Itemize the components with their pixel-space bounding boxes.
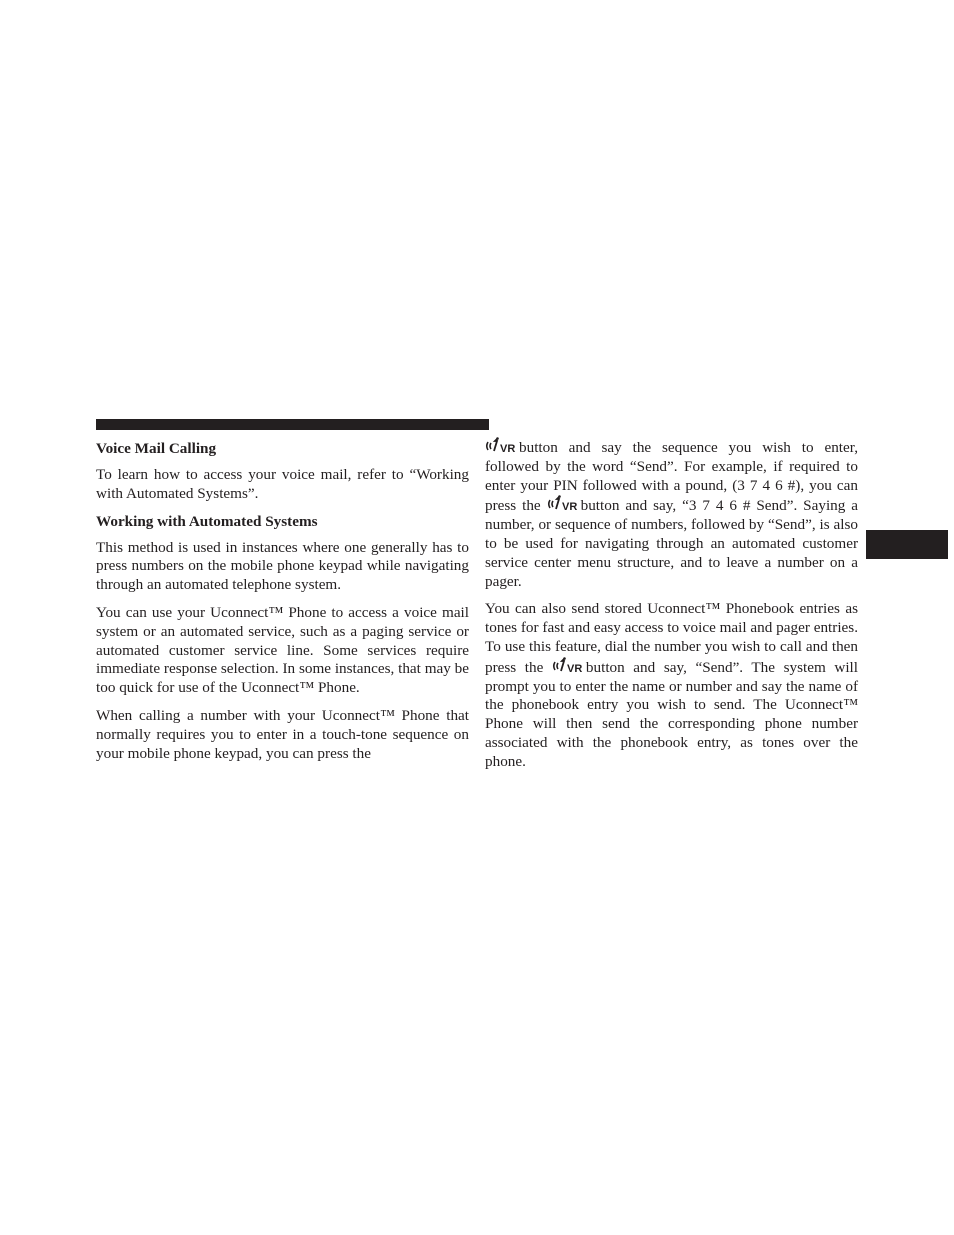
paragraph-uconnect-access: You can use your Uconnect™ Phone to access a voice mail system or an automated service, such as a paging service or automated customer service line. Some services require immediate response selection. In some instances, that may be too quick for use of the Uconnect™ Phone. [96,603,469,697]
svg-text:VR: VR [566,662,583,675]
section-rule-bar [96,419,489,430]
paragraph-method: This method is used in instances where one generally has to press numbers on the mobile phone keypad while navigating through an automated telephone system. [96,538,469,594]
paragraph-access-voicemail: To learn how to access your voice mail, refer to “Working with Automated Systems”. [96,466,469,502]
paragraph-sequence [485,437,858,591]
heading-working-automated-systems: Working with Automated Systems [96,512,318,530]
vr-button-icon [552,657,586,675]
paragraph-phonebook [485,600,858,771]
paragraph-sequence-text-a: button and say the sequence you wish to enter, followed by the word “Send”. For example, if required to enter your PIN followed with a pound, (3 7 4 6 #), you can press the [485,439,858,515]
paragraph-phonebook-text-b: button and say, “Send”. The system will prompt you to enter the name or number and say the name of the phonebook entry you wish to send. The Uconnect™ Phone will then send the corresponding phone number associated with the phonebook entry, as tones over the phone. [485,658,858,770]
vr-button-icon [485,437,519,455]
svg-text:VR: VR [561,501,577,514]
vr-button-icon [547,495,581,513]
paragraph-phonebook-text-a: You can also send stored Uconnect™ Phonebook entries as tones for fast and easy access to voice mail and pager entries. To use this feature, dial the number you wish to call and then press the [485,600,858,676]
svg-text:VR: VR [500,443,516,455]
paragraph-sequence-text-b: button and say, “3 7 4 6 # Send”. Saying a number, or sequence of numbers, followed by “Send”, is also to be used for navigating through an automated customer service center menu structure, and to leave a number on a pager. [485,497,858,590]
chapter-tab-marker [866,530,948,559]
paragraph-calling-number: When calling a number with your Uconnect™ Phone that normally requires you to enter in a touch-tone sequence on your mobile phone keypad, you can press the [96,706,469,762]
left-column [96,437,469,763]
heading-voice-mail-calling: Voice Mail Calling [96,440,217,457]
right-column [485,437,858,772]
